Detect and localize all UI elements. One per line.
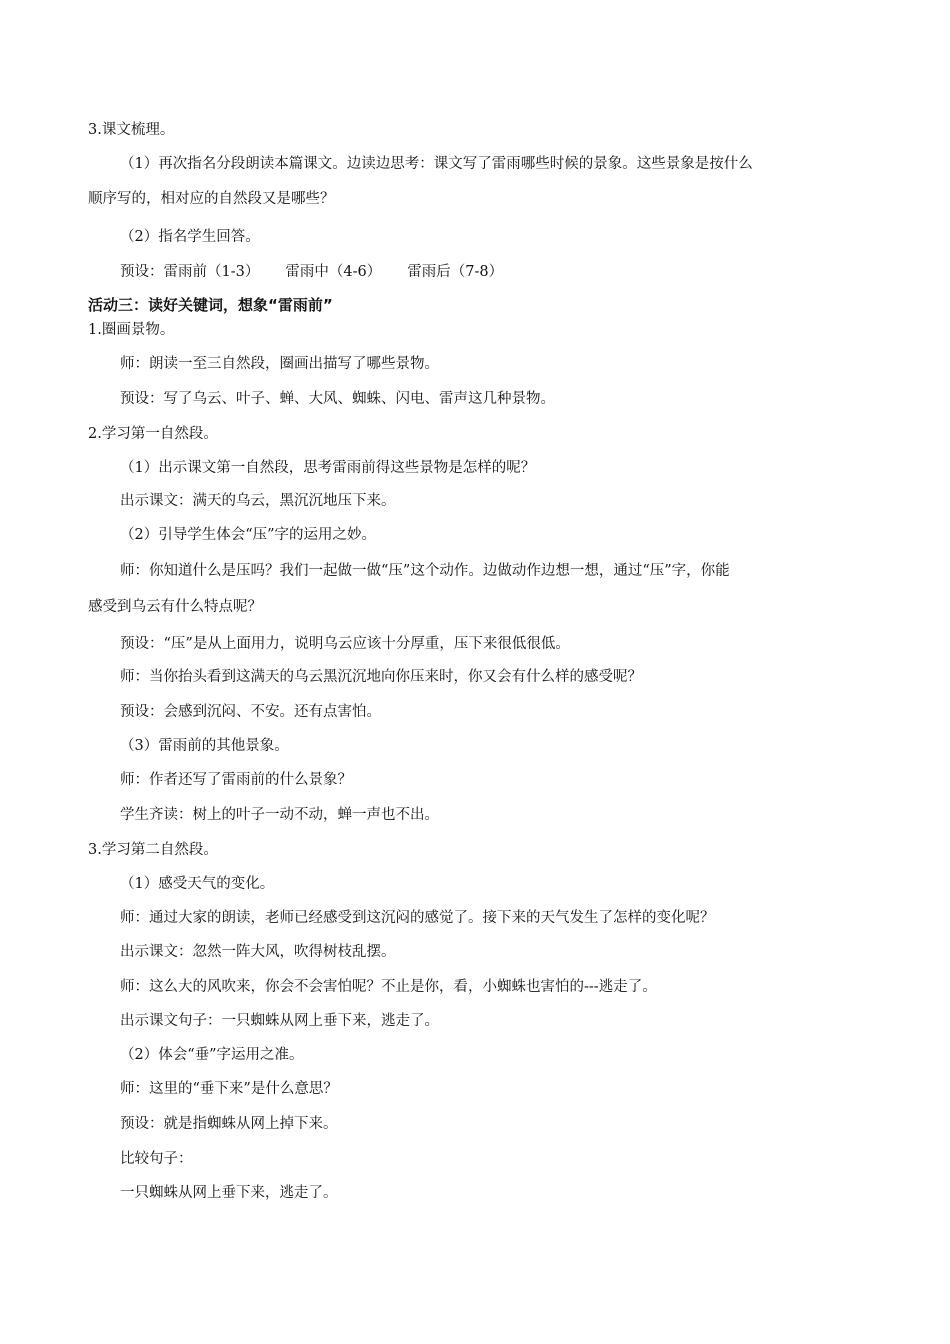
- section-title: 3.课文梳理。: [88, 122, 175, 138]
- section-title: 3.学习第二自然段。: [88, 842, 218, 858]
- preset-item: 雷雨后（7-8）: [407, 264, 504, 280]
- paragraph-line: 比较句子：: [120, 1151, 193, 1167]
- paragraph-line: （2）体会“垂”字运用之准。: [120, 1047, 304, 1063]
- paragraph-line: 一只蜘蛛从网上垂下来，逃走了。: [120, 1185, 338, 1201]
- section-title: 2.学习第一自然段。: [88, 426, 218, 442]
- paragraph-line: （1）再次指名分段朗读本篇课文。边读边思考：课文写了雷雨哪些时候的景象。这些景象是按什么: [120, 156, 753, 172]
- paragraph-line: （1）出示课文第一自然段，思考雷雨前得这些景物是怎样的呢？: [120, 460, 536, 476]
- paragraph-line: 师：这里的“垂下来”是什么意思？: [120, 1081, 338, 1097]
- paragraph-line: 学生齐读：树上的叶子一动不动，蝉一声也不出。: [120, 807, 439, 823]
- preset-item: 雷雨前（1-3）: [163, 264, 260, 280]
- paragraph-line: 感受到乌云有什么特点呢？: [88, 599, 262, 615]
- preset-label: 预设：: [120, 264, 164, 280]
- paragraph-line: 预设：就是指蜘蛛从网上掉下来。: [120, 1116, 338, 1132]
- paragraph-line: 预设：“压”是从上面用力，说明乌云应该十分厚重，压下来很低很低。: [120, 636, 570, 652]
- preset-item: 雷雨中（4-6）: [285, 264, 382, 280]
- paragraph-line: 师：通过大家的朗读，老师已经感受到这沉闷的感觉了。接下来的天气发生了怎样的变化呢？: [120, 910, 715, 926]
- paragraph-line: 师：作者还写了雷雨前的什么景象？: [120, 772, 352, 788]
- paragraph-line: （1）感受天气的变化。: [120, 876, 275, 892]
- preset-line: [120, 262, 503, 282]
- paragraph-line: （3）雷雨前的其他景象。: [120, 738, 289, 754]
- paragraph-line: 师：这么大的风吹来，你会不会害怕呢？不止是你，看，小蜘蛛也害怕的---逃走了。: [120, 979, 657, 995]
- paragraph-line: （2）指名学生回答。: [120, 229, 260, 245]
- activity-heading: 活动三：读好关键词，想象“雷雨前”: [88, 296, 333, 314]
- paragraph-line: 师：当你抬头看到这满天的乌云黑沉沉地向你压来时，你又会有什么样的感受呢？: [120, 669, 642, 685]
- paragraph-line: 顺序写的，相对应的自然段又是哪些？: [88, 191, 335, 207]
- paragraph-line: 师：你知道什么是压吗？我们一起做一做“压”这个动作。边做动作边想一想，通过“压”字，你能: [120, 563, 730, 579]
- paragraph-line: 出示课文句子：一只蜘蛛从网上垂下来，逃走了。: [120, 1013, 439, 1029]
- paragraph-line: （2）引导学生体会“压”字的运用之妙。: [120, 527, 377, 543]
- paragraph-line: 预设：写了乌云、叶子、蝉、大风、蜘蛛、闪电、雷声这几种景物。: [120, 391, 555, 407]
- section-title: 1.圈画景物。: [88, 322, 175, 338]
- paragraph-line: 预设：会感到沉闷、不安。还有点害怕。: [120, 704, 381, 720]
- paragraph-line: 出示课文：忽然一阵大风，吹得树枝乱摆。: [120, 944, 396, 960]
- paragraph-line: 出示课文：满天的乌云，黑沉沉地压下来。: [120, 493, 396, 509]
- paragraph-line: 师：朗读一至三自然段，圈画出描写了哪些景物。: [120, 356, 439, 372]
